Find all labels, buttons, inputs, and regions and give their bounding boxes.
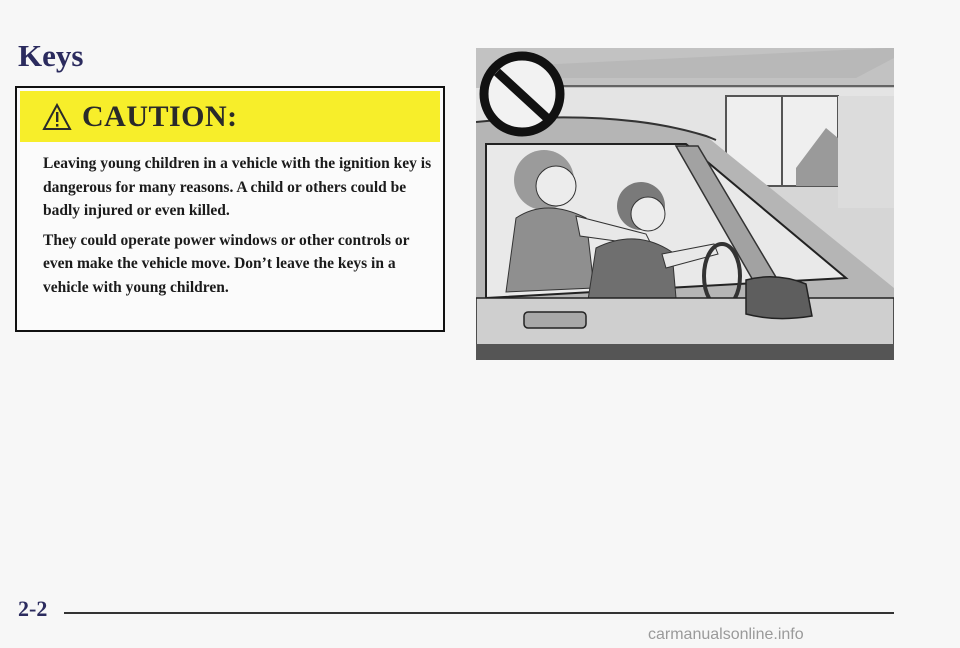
caution-paragraph-2: They could operate power windows or other controls or even make the vehicle move. Don’t leave the keys in a vehicle with young children. — [43, 231, 410, 296]
footer-rule — [64, 612, 894, 614]
caution-box — [15, 86, 445, 332]
children-in-car-illustration — [476, 48, 894, 360]
caution-body — [43, 152, 433, 305]
section-title: Keys — [18, 38, 84, 73]
caution-paragraph-1: Leaving young children in a vehicle with the ignition key is dangerous for many reasons. A child or others could be badly injured or even killed. — [43, 155, 432, 219]
caution-label: CAUTION: — [82, 99, 238, 133]
watermark-text: carmanualsonline.info — [648, 626, 804, 643]
no-symbol-icon — [484, 56, 560, 132]
caution-header — [20, 91, 440, 142]
warning-triangle-icon — [42, 103, 72, 131]
page-number: 2-2 — [18, 596, 48, 621]
